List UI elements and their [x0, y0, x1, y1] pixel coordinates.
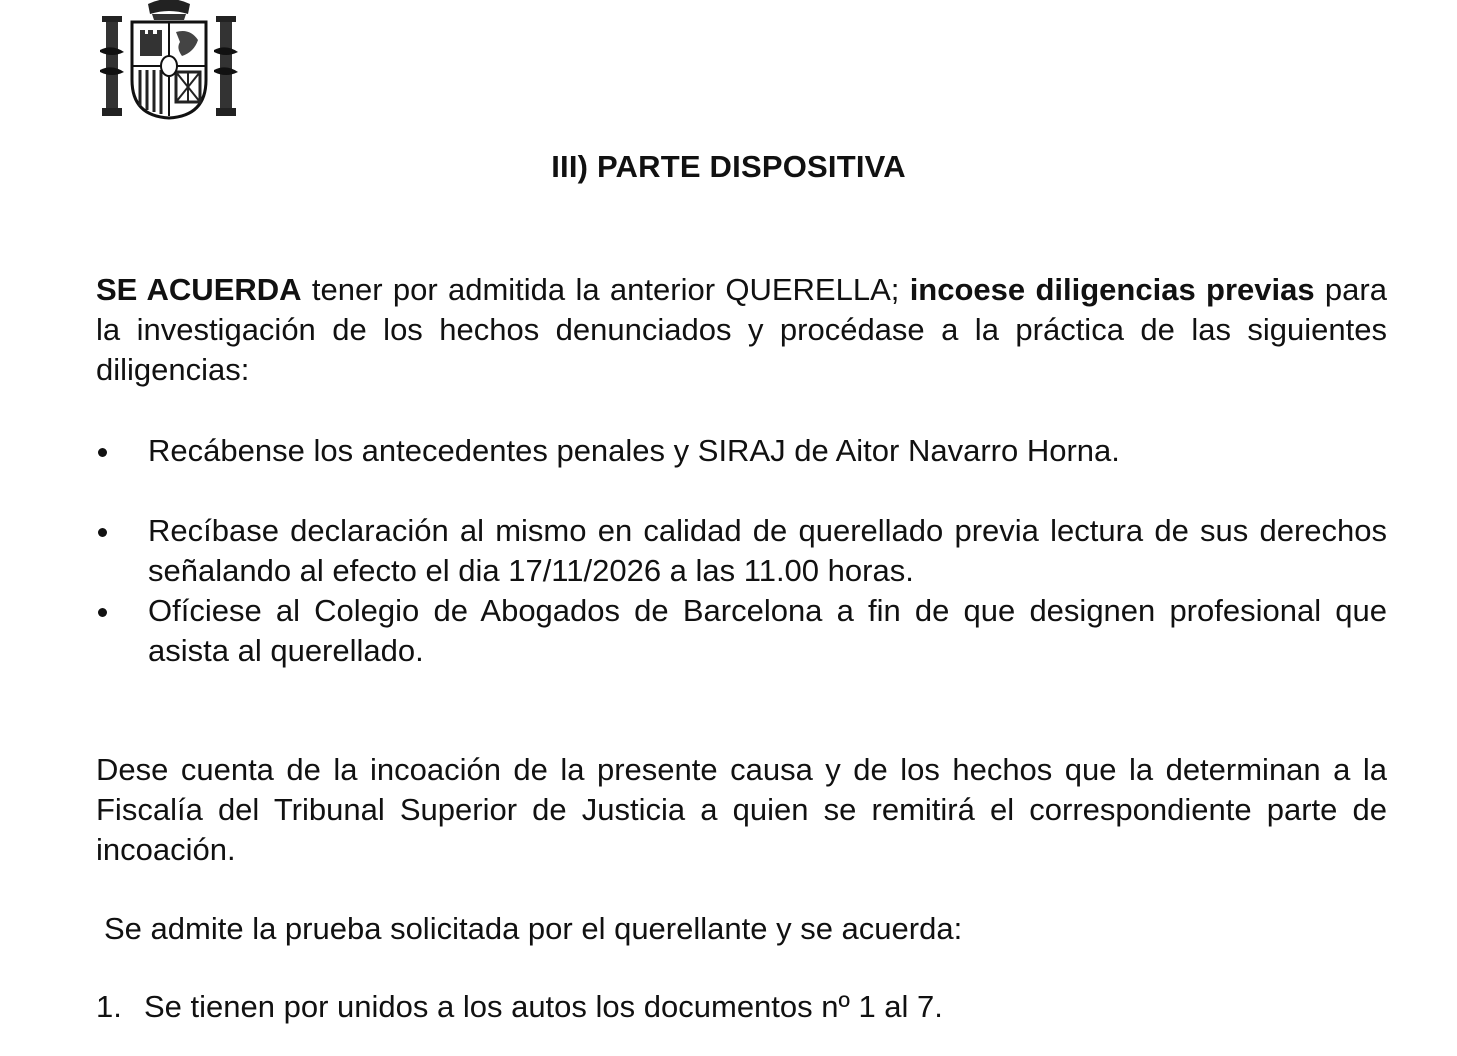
numbered-item-text: Se tienen por unidos a los autos los documentos nº 1 al 7. — [144, 989, 943, 1024]
fiscalia-paragraph: Dese cuenta de la incoación de la presente causa y de los hechos que la determinan a la Fiscalía del Tribunal Superior de Justicia a quien se remitirá el correspondiente parte de incoación. — [96, 752, 1387, 867]
numbered-item — [96, 987, 1387, 1027]
numbered-item-number: 1. — [96, 989, 122, 1024]
evidence-paragraph: Se admite la prueba solicitada por el querellante y se acuerda: — [104, 911, 963, 946]
list-item — [96, 431, 1387, 471]
diligences-list — [96, 431, 1387, 471]
section-heading: III) PARTE DISPOSITIVA — [551, 149, 906, 184]
list-item — [96, 591, 1387, 671]
intro-text-2: para la investigación de los hechos denunciados y procédase a la práctica de las siguientes diligencias: — [96, 272, 1387, 387]
intro-bold-proceedings: incoese diligencias previas — [909, 272, 1315, 307]
diligences-list-continued — [96, 511, 1387, 671]
coat-of-arms-emblem — [96, 0, 242, 122]
intro-bold-agreement: SE ACUERDA — [96, 272, 302, 307]
list-item-text: Recábense los antecedentes penales y SIRAJ de Aitor Navarro Horna. — [148, 433, 1120, 468]
bullet-icon — [98, 528, 107, 537]
list-item-text: Ofíciese al Colegio de Abogados de Barcelona a fin de que designen profesional que asista al querellado. — [148, 593, 1387, 668]
bullet-icon — [98, 608, 107, 617]
bullet-icon — [98, 448, 107, 457]
list-item-text: Recíbase declaración al mismo en calidad de querellado previa lectura de sus derechos señalando al efecto el dia 17/11/2026 a las 11.00 horas. — [148, 513, 1387, 588]
intro-text-1: tener por admitida la anterior QUERELLA; — [301, 272, 910, 307]
list-item — [96, 511, 1387, 591]
intro-paragraph — [96, 270, 1387, 390]
